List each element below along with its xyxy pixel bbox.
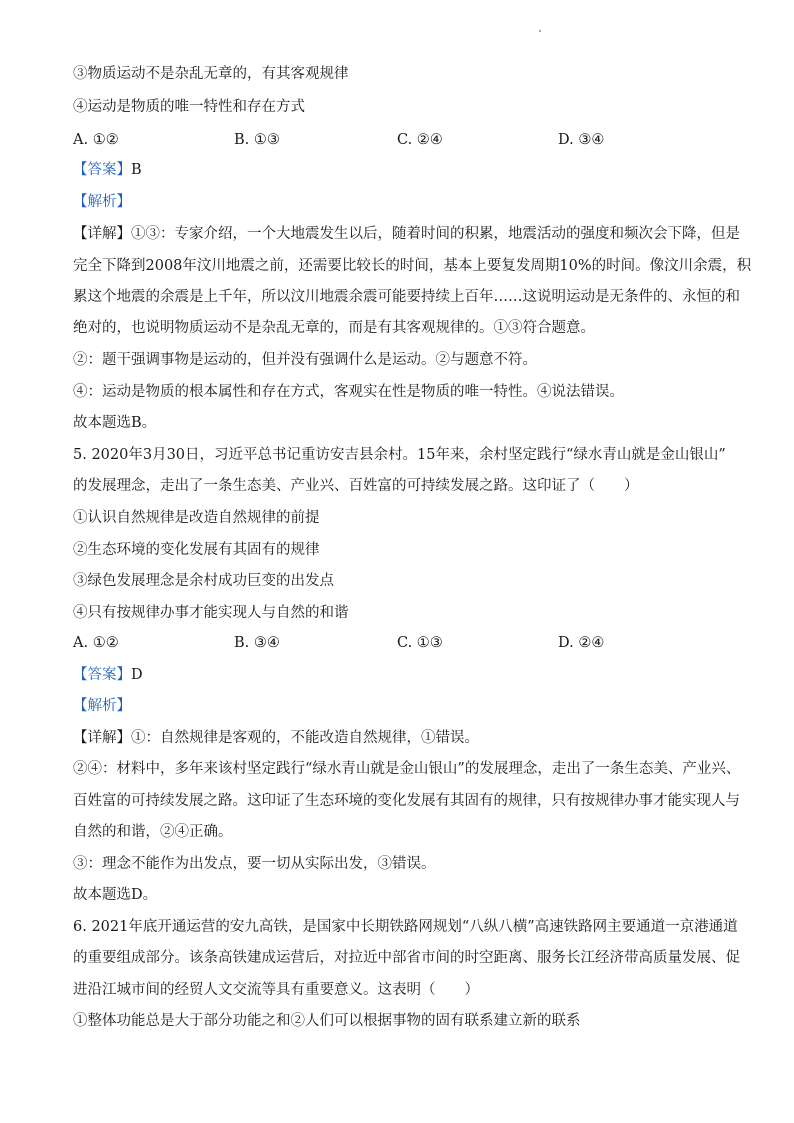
q5-choice-d: D. ②④ [558,635,605,651]
q4-choice-a: A. ①② [73,132,119,148]
option-3-text: ③物质运动不是杂乱无章的，有其客观规律 [73,66,349,82]
q5-detail-line: 百姓富的可持续发展之路。这印证了生态环境的变化发展有其固有的规律，只有按规律办事才能实现人与 [73,793,740,809]
q4-detail-line: 绝对的，也说明物质运动不是杂乱无章的，而是有其客观规律的。①③符合题意。 [73,320,595,336]
q5-stem: 的发展理念，走出了一条生态美、产业兴、百姓富的可持续发展之路。这印证了（ ） [73,478,639,494]
answer-value: B [131,162,142,178]
q5-stem: 5. 2020年3月30日，习近平总书记重访安吉县余村。15年来，余村坚定践行“绿水青山就是金山银山” [73,447,726,463]
q5-option: ④只有按规律办事才能实现人与自然的和谐 [73,605,349,621]
q5-detail-line: 自然的和谐，②④正确。 [73,824,233,840]
q5-analysis-tag: 【解析】 [73,698,131,714]
q4-detail-line: ②：题干强调事物是运动的，但并没有强调什么是运动。②与题意不符。 [73,352,537,368]
q5-option: ③绿色发展理念是余村成功巨变的出发点 [73,573,334,589]
q5-option: ①认识自然规律是改造自然规律的前提 [73,510,320,526]
option-4-text: ④运动是物质的唯一特性和存在方式 [73,99,305,115]
answer-value: D [131,667,143,683]
q6-option: ①整体功能总是大于部分功能之和②人们可以根据事物的固有联系建立新的联系 [73,1013,581,1029]
q5-answer [73,665,733,685]
q4-detail-line: 完全下降到2008年汶川地震之前，还需要比较长的时间，基本上要复发周期10%的时间。像汶川余震，积 [73,258,752,274]
q6-stem: 进沿江城市间的经贸人文交流等具有重要意义。这表明（ ） [73,982,479,998]
q5-conclusion: 故本题选D。 [73,887,158,903]
q4-analysis-tag: 【解析】 [73,194,131,210]
q6-stem: 的重要组成部分。该条高铁建成运营后，对拉近中部省市间的时空距离、服务长江经济带高质量发展、促 [73,950,740,966]
q4-choice-b: B. ①③ [234,132,280,148]
q4-answer [73,160,733,180]
q5-detail-line: 【详解】①：自然规律是客观的，不能改造自然规律，①错误。 [73,730,479,746]
q5-choice-b: B. ③④ [234,635,280,651]
q6-stem: 6. 2021年底开通运营的安九高铁，是国家中长期铁路网规划“八纵八横”高速铁路网主要通道一京港通道 [73,919,738,935]
q5-detail-line: ②④：材料中，多年来该村坚定践行“绿水青山就是金山银山”的发展理念，走出了一条生态美、产业兴、 [73,761,741,777]
q5-choice-c: C. ①③ [397,635,443,651]
q4-choice-d: D. ③④ [558,132,605,148]
answer-tag: 【答案】 [73,667,131,683]
q4-detail-line: 累这个地震的余震是上千年，所以汶川地震余震可能要持续上百年……这说明运动是无条件的、永恒的和 [73,289,740,305]
q5-option: ②生态环境的变化发展有其固有的规律 [73,542,320,558]
q4-detail-line: ④：运动是物质的根本属性和存在方式，客观实在性是物质的唯一特性。④说法错误。 [73,384,624,400]
q4-detail-line: 【详解】①③：专家介绍，一个大地震发生以后，随着时间的积累，地震活动的强度和频次会下降，但是 [73,226,740,242]
page-dot [539,30,541,32]
q4-choice-c: C. ②④ [397,132,443,148]
answer-tag: 【答案】 [73,162,131,178]
q5-detail-line: ③：理念不能作为出发点，要一切从实际出发，③错误。 [73,856,436,872]
q5-choice-a: A. ①② [73,635,119,651]
q4-conclusion: 故本题选B。 [73,415,157,431]
